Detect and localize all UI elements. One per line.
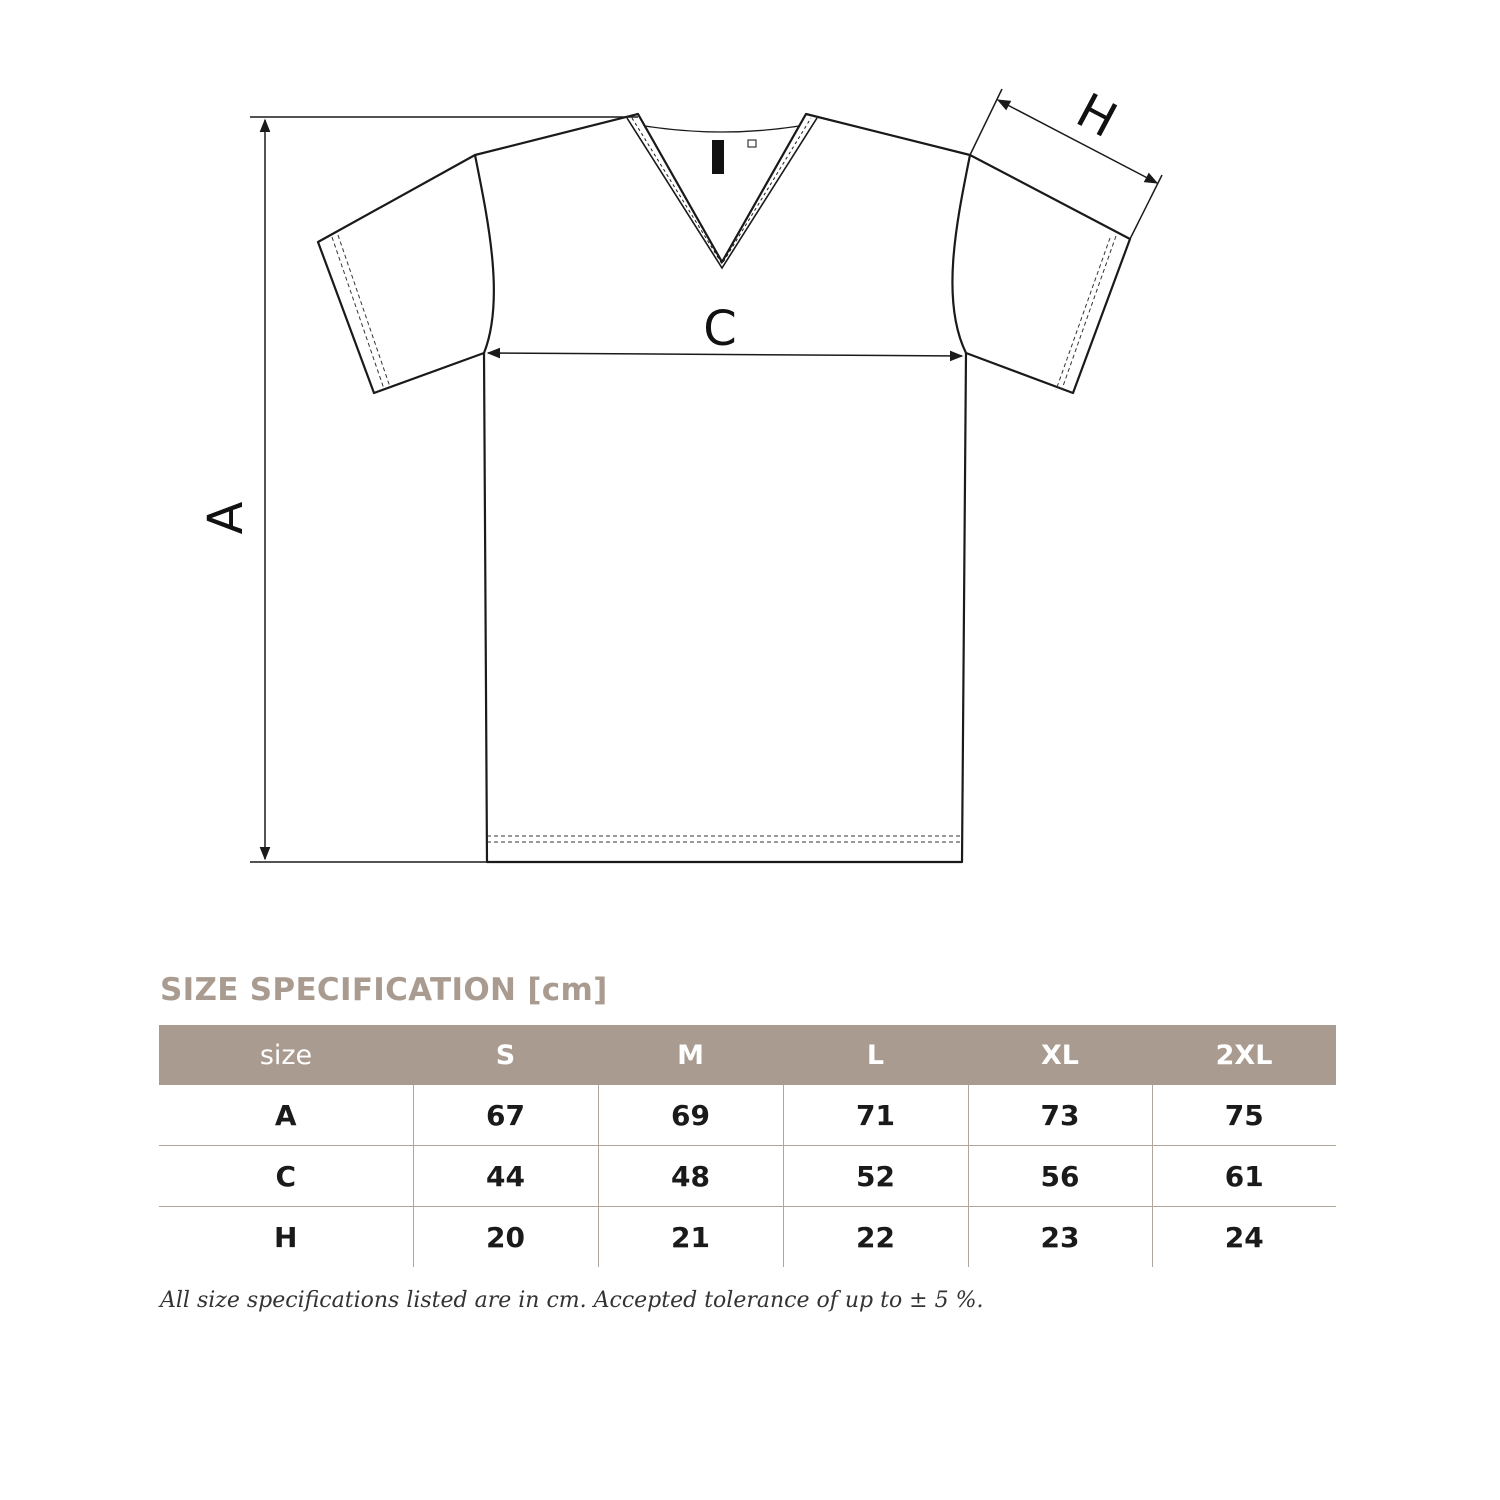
header-cell-2xl: 2XL [1152, 1025, 1336, 1085]
row-label: C [159, 1146, 413, 1207]
table-cell: 24 [1152, 1207, 1336, 1268]
dimension-c-label: C [703, 301, 737, 357]
table-cell: 48 [598, 1146, 783, 1207]
dimension-h-label: H [1067, 82, 1126, 150]
header-cell-size: size [159, 1025, 413, 1085]
table-row [159, 1085, 1336, 1146]
table-cell: 22 [783, 1207, 968, 1268]
tolerance-footnote: All size specifications listed are in cm. Accepted tolerance of up to ± 5 %. [160, 1288, 984, 1313]
dimension-a [250, 117, 638, 862]
dimension-h [970, 89, 1162, 239]
table-row [159, 1146, 1336, 1207]
row-label: H [159, 1207, 413, 1268]
table-cell: 67 [413, 1085, 598, 1146]
header-cell-l: L [783, 1025, 968, 1085]
table-cell: 61 [1152, 1146, 1336, 1207]
neck-label [712, 140, 756, 174]
table-cell: 23 [968, 1207, 1152, 1268]
size-spec-table [159, 1025, 1336, 1267]
row-label: A [274, 1098, 297, 1132]
neck-trim [627, 114, 817, 268]
table-cell: 75 [1152, 1085, 1336, 1146]
header-cell-xl: XL [968, 1025, 1152, 1085]
table-cell: 73 [968, 1085, 1152, 1146]
table-header-row [159, 1025, 1336, 1085]
table-cell: 44 [413, 1146, 598, 1207]
size-spec-title: SIZE SPECIFICATION [cm] [160, 972, 608, 1008]
table-cell: 20 [413, 1207, 598, 1268]
table-cell: 52 [783, 1146, 968, 1207]
table-cell: 71 [783, 1085, 968, 1146]
table-cell: 56 [968, 1146, 1152, 1207]
tshirt-outline [318, 114, 1130, 862]
table-row [159, 1207, 1336, 1268]
table-cell: 69 [598, 1085, 783, 1146]
dimension-a-label: A [198, 501, 254, 535]
table-cell: 21 [598, 1207, 783, 1268]
header-cell-m: M [598, 1025, 783, 1085]
header-cell-s: S [413, 1025, 598, 1085]
